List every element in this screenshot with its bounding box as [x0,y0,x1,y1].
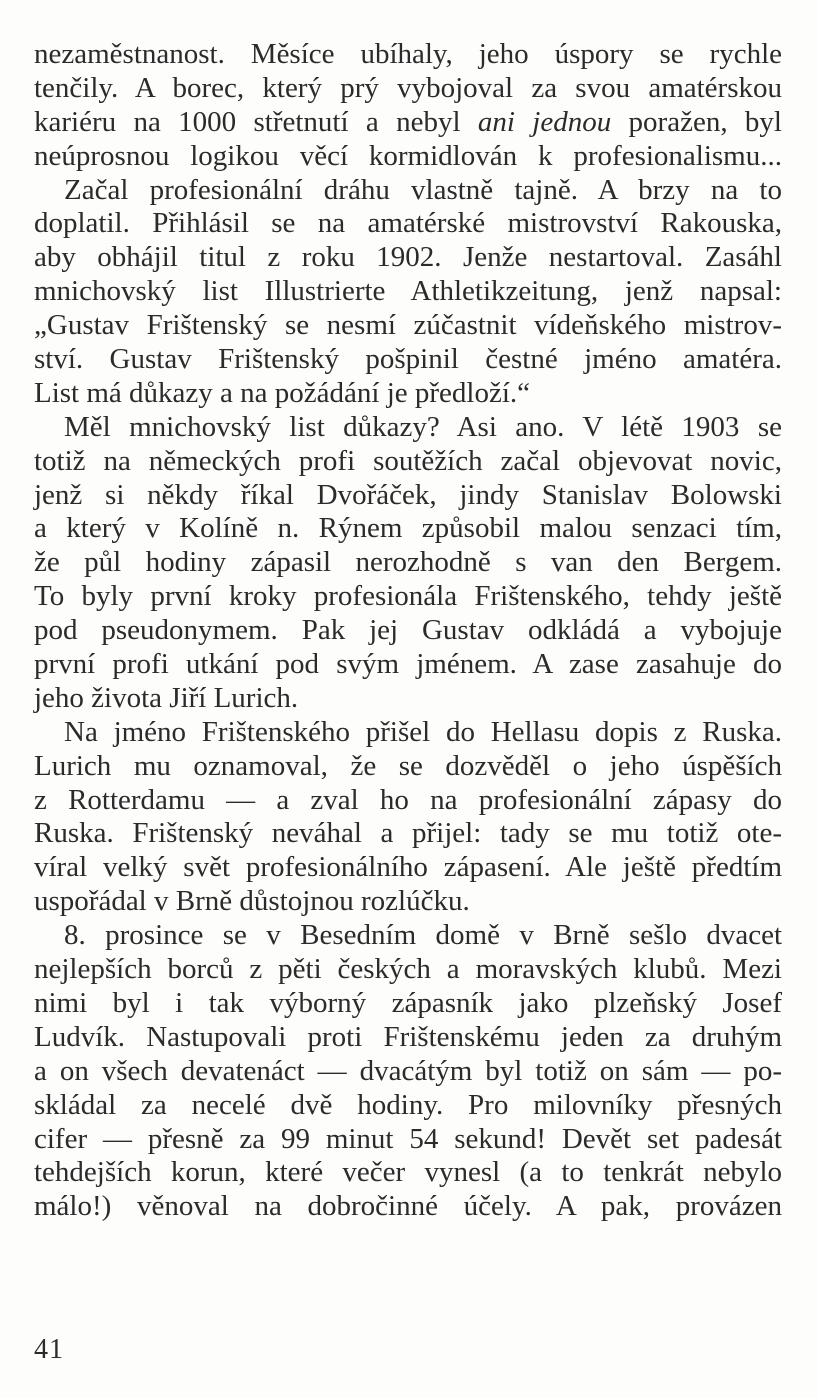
text-line: To byly první kroky profesionála Frištenského, tehdy ještě [34,580,782,613]
text-line: uspořádal v Brně důstojnou rozlúčku. [34,885,470,918]
text-line: List má důkazy a na požádání je předloží.“ [34,376,531,409]
text-line: cifer — přesně za 99 minut 54 sekund! Devět set padesát [34,1122,782,1155]
text-line: jenž si někdy říkal Dvořáček, jindy Stanislav Bolowski [34,478,782,511]
text-line: nezaměstnanost. Měsíce ubíhaly, jeho úspory se rychle [34,38,782,70]
paragraph [34,716,782,919]
text-line: a který v Kolíně n. Rýnem způsobil malou senzaci tím, [34,512,782,545]
text-line: Lurich mu oznamoval, že se dozvěděl o jeho úspěších [34,749,782,782]
text-line: a on všech devatenáct — dvacátým byl totiž on sám — po- [34,1054,782,1087]
text-run: poražen, byl [611,105,782,138]
text-line: z Rotterdamu — a zval ho na profesionální zápasy do [34,783,782,816]
text-line [34,106,782,140]
text-line: Na jméno Frištenského přišel do Hellasu dopis z Ruska. [64,715,782,748]
text-line: nimi byl i tak výborný zápasník jako plzeňský Josef [34,986,782,1019]
text-line: Měl mnichovský list důkazy? Asi ano. V létě 1903 se [64,410,782,443]
paragraph [34,174,782,411]
text-line: málo!) věnoval na dobročinné účely. A pak, provázen [34,1190,782,1223]
text-line: Ruska. Frištenský neváhal a přijel: tady se mu totiž ote- [34,817,782,850]
body-text [34,38,782,1224]
text-line: jeho života Jiří Lurich. [34,681,299,714]
text-line: skládal za necelé dvě hodiny. Pro milovníky přesných [34,1088,782,1121]
text-line: pod pseudonymem. Pak jej Gustav odkládá a vybojuje [34,614,782,647]
text-line: první profi utkání pod svým jménem. A zase zasahuje do [34,648,782,681]
text-line: tenčily. A borec, který prý vybojoval za svou amatérskou [34,71,782,104]
text-line: „Gustav Frištenský se nesmí zúčastnit vídeňského mistrov- [34,309,782,342]
text-line: Ludvík. Nastupovali proti Frištenskému jeden za druhým [34,1020,782,1053]
text-line: víral velký svět profesionálního zápasení. Ale ještě předtím [34,851,782,884]
text-line: nejlepších borců z pěti českých a moravských klubů. Mezi [34,953,782,986]
text-line: Začal profesionální dráhu vlastně tajně. A brzy na to [64,173,782,206]
text-line: že půl hodiny zápasil nerozhodně s van den Bergem. [34,546,782,579]
text-line: neúprosnou logikou věcí kormidlován k profesionalismu... [34,139,782,172]
text-line: mnichovský list Illustrierte Athletikzeitung, jenž napsal: [34,275,782,308]
text-line: tehdejších korun, které večer vynesl (a to tenkrát nebylo [34,1156,782,1189]
text-line: 8. prosince se v Besedním domě v Brně sešlo dvacet [64,919,782,952]
text-line: doplatil. Přihlásil se na amatérské mistrovství Rakouska, [34,207,782,240]
text-line: totiž na německých profi soutěžích začal objevovat novic, [34,444,782,477]
paragraph [34,411,782,716]
text-line: ství. Gustav Frištenský pošpinil čestné jméno amatéra. [34,343,782,376]
paragraph [34,38,782,174]
page-number: 41 [34,1334,64,1365]
text-line: aby obhájil titul z roku 1902. Jenže nestartoval. Zasáhl [34,241,782,274]
emphasized-text: ani jednou [477,105,612,138]
text-run: kariéru na 1000 střetnutí a nebyl [34,105,478,138]
paragraph [34,919,782,1224]
